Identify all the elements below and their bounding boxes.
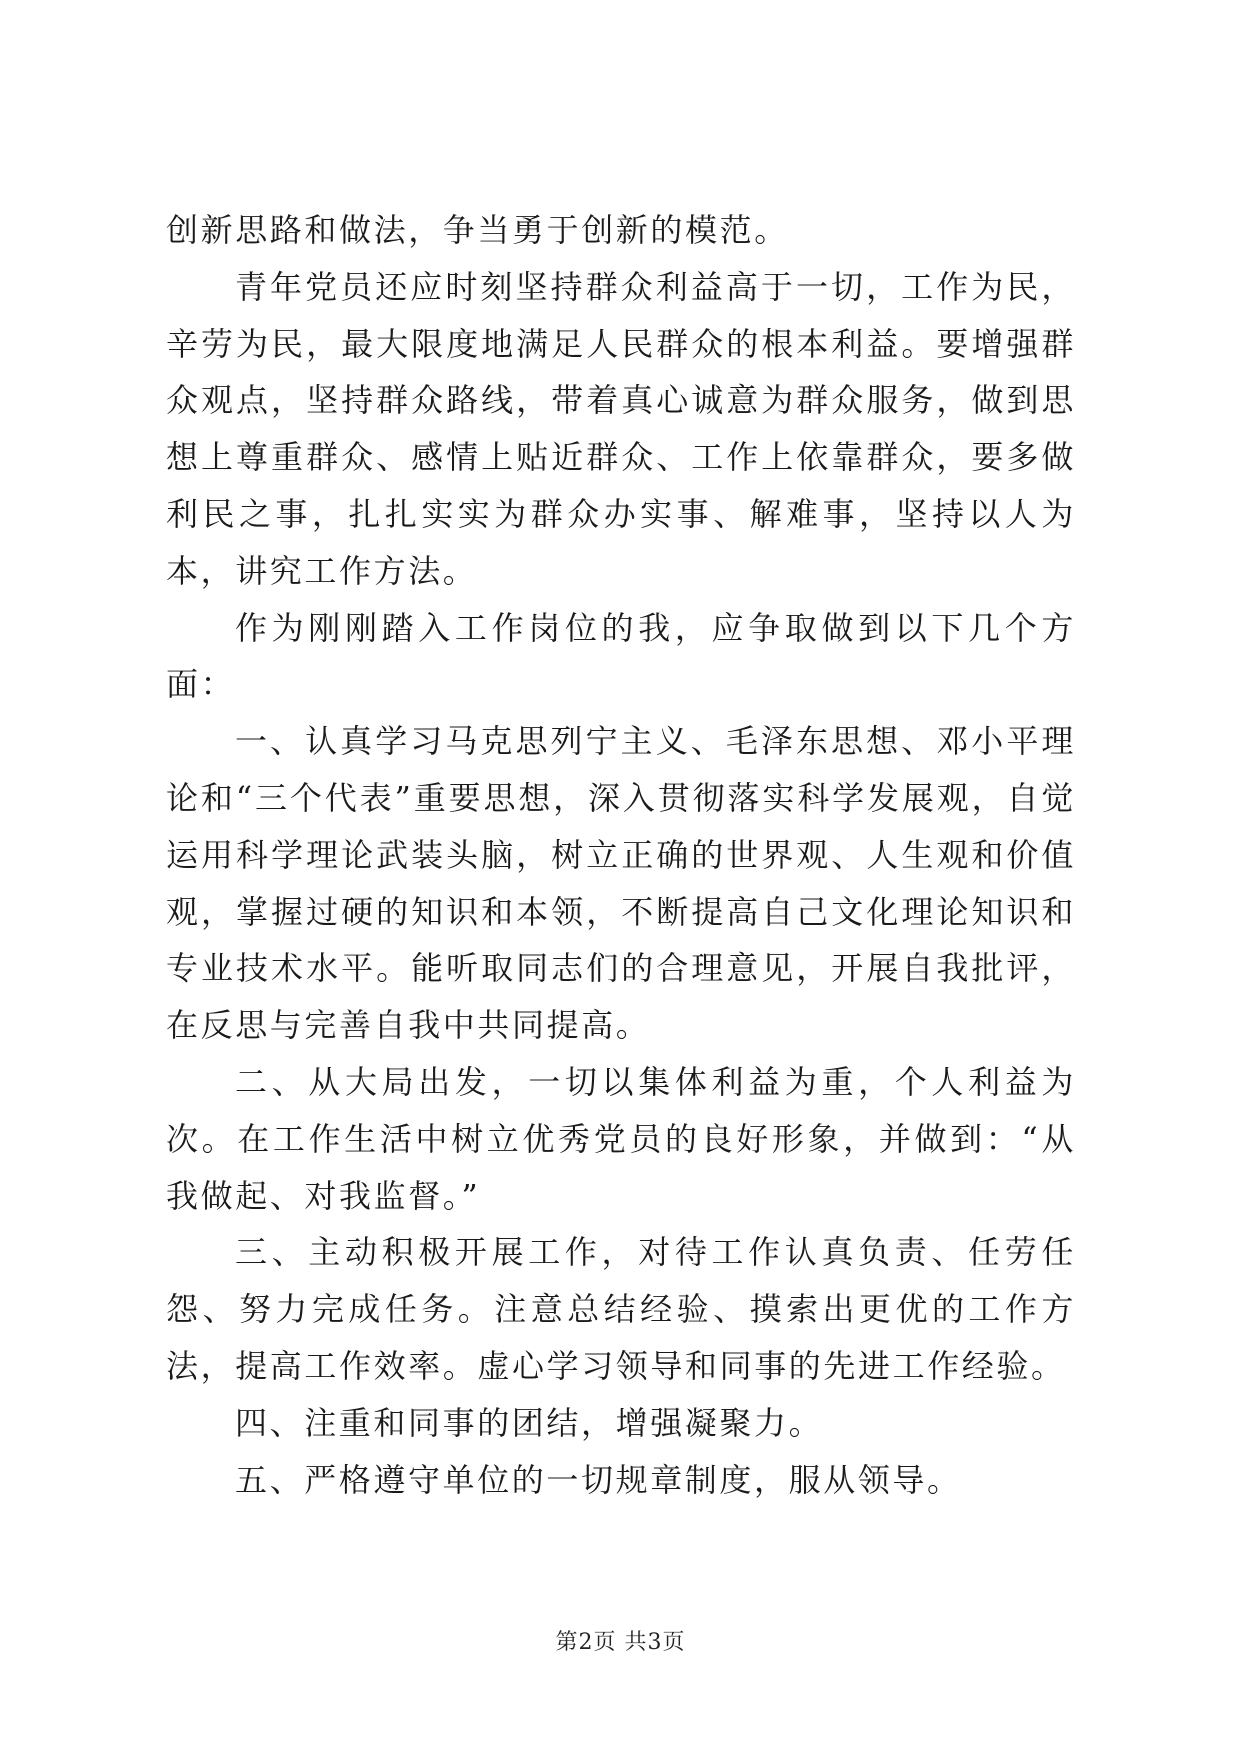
paragraph-3: 作为刚刚踏入工作岗位的我，应争取做到以下几个方面： (166, 608, 1076, 704)
paragraph-8: 五、严格遵守单位的一切规章制度，服从领导。 (235, 1460, 962, 1499)
paragraph-6: 三、主动积极开展工作，对待工作认真负责、任劳任怨、努力完成任务。注意总结经验、摸索出更优的工作方法，提高工作效率。虚心学习领导和同事的先进工作经验。 (166, 1233, 1076, 1385)
paragraph-7: 四、注重和同事的团结，增强凝聚力。 (235, 1403, 824, 1442)
page-footer: 第2页 共3页 (555, 1630, 686, 1655)
paragraph-2: 青年党员还应时刻坚持群众利益高于一切，工作为民，辛劳为民，最大限度地满足人民群众的根本利益。要增强群众观点，坚持群众路线，带着真心诚意为群众服务，做到思想上尊重群众、感情上贴近群众、工作上依靠群众，要多做利民之事，扎扎实实为群众办实事、解难事，坚持以人为本，讲究工作方法。 (166, 267, 1076, 590)
paragraph-1: 创新思路和做法，争当勇于创新的模范。 (166, 211, 789, 249)
document-body (166, 202, 1076, 1508)
paragraph-4: 一、认真学习马克思列宁主义、毛泽东思想、邓小平理论和“三个代表”重要思想，深入贯彻落实科学发展观，自觉运用科学理论武装头脑，树立正确的世界观、人生观和价值观，掌握过硬的知识和本领，不断提高自己文化理论知识和专业技术水平。能听取同志们的合理意见，开展自我批评，在反思与完善自我中共同提高。 (166, 722, 1076, 1045)
paragraph-5: 二、从大局出发，一切以集体利益为重，个人利益为次。在工作生活中树立优秀党员的良好形象，并做到：“从我做起、对我监督。” (166, 1062, 1076, 1215)
